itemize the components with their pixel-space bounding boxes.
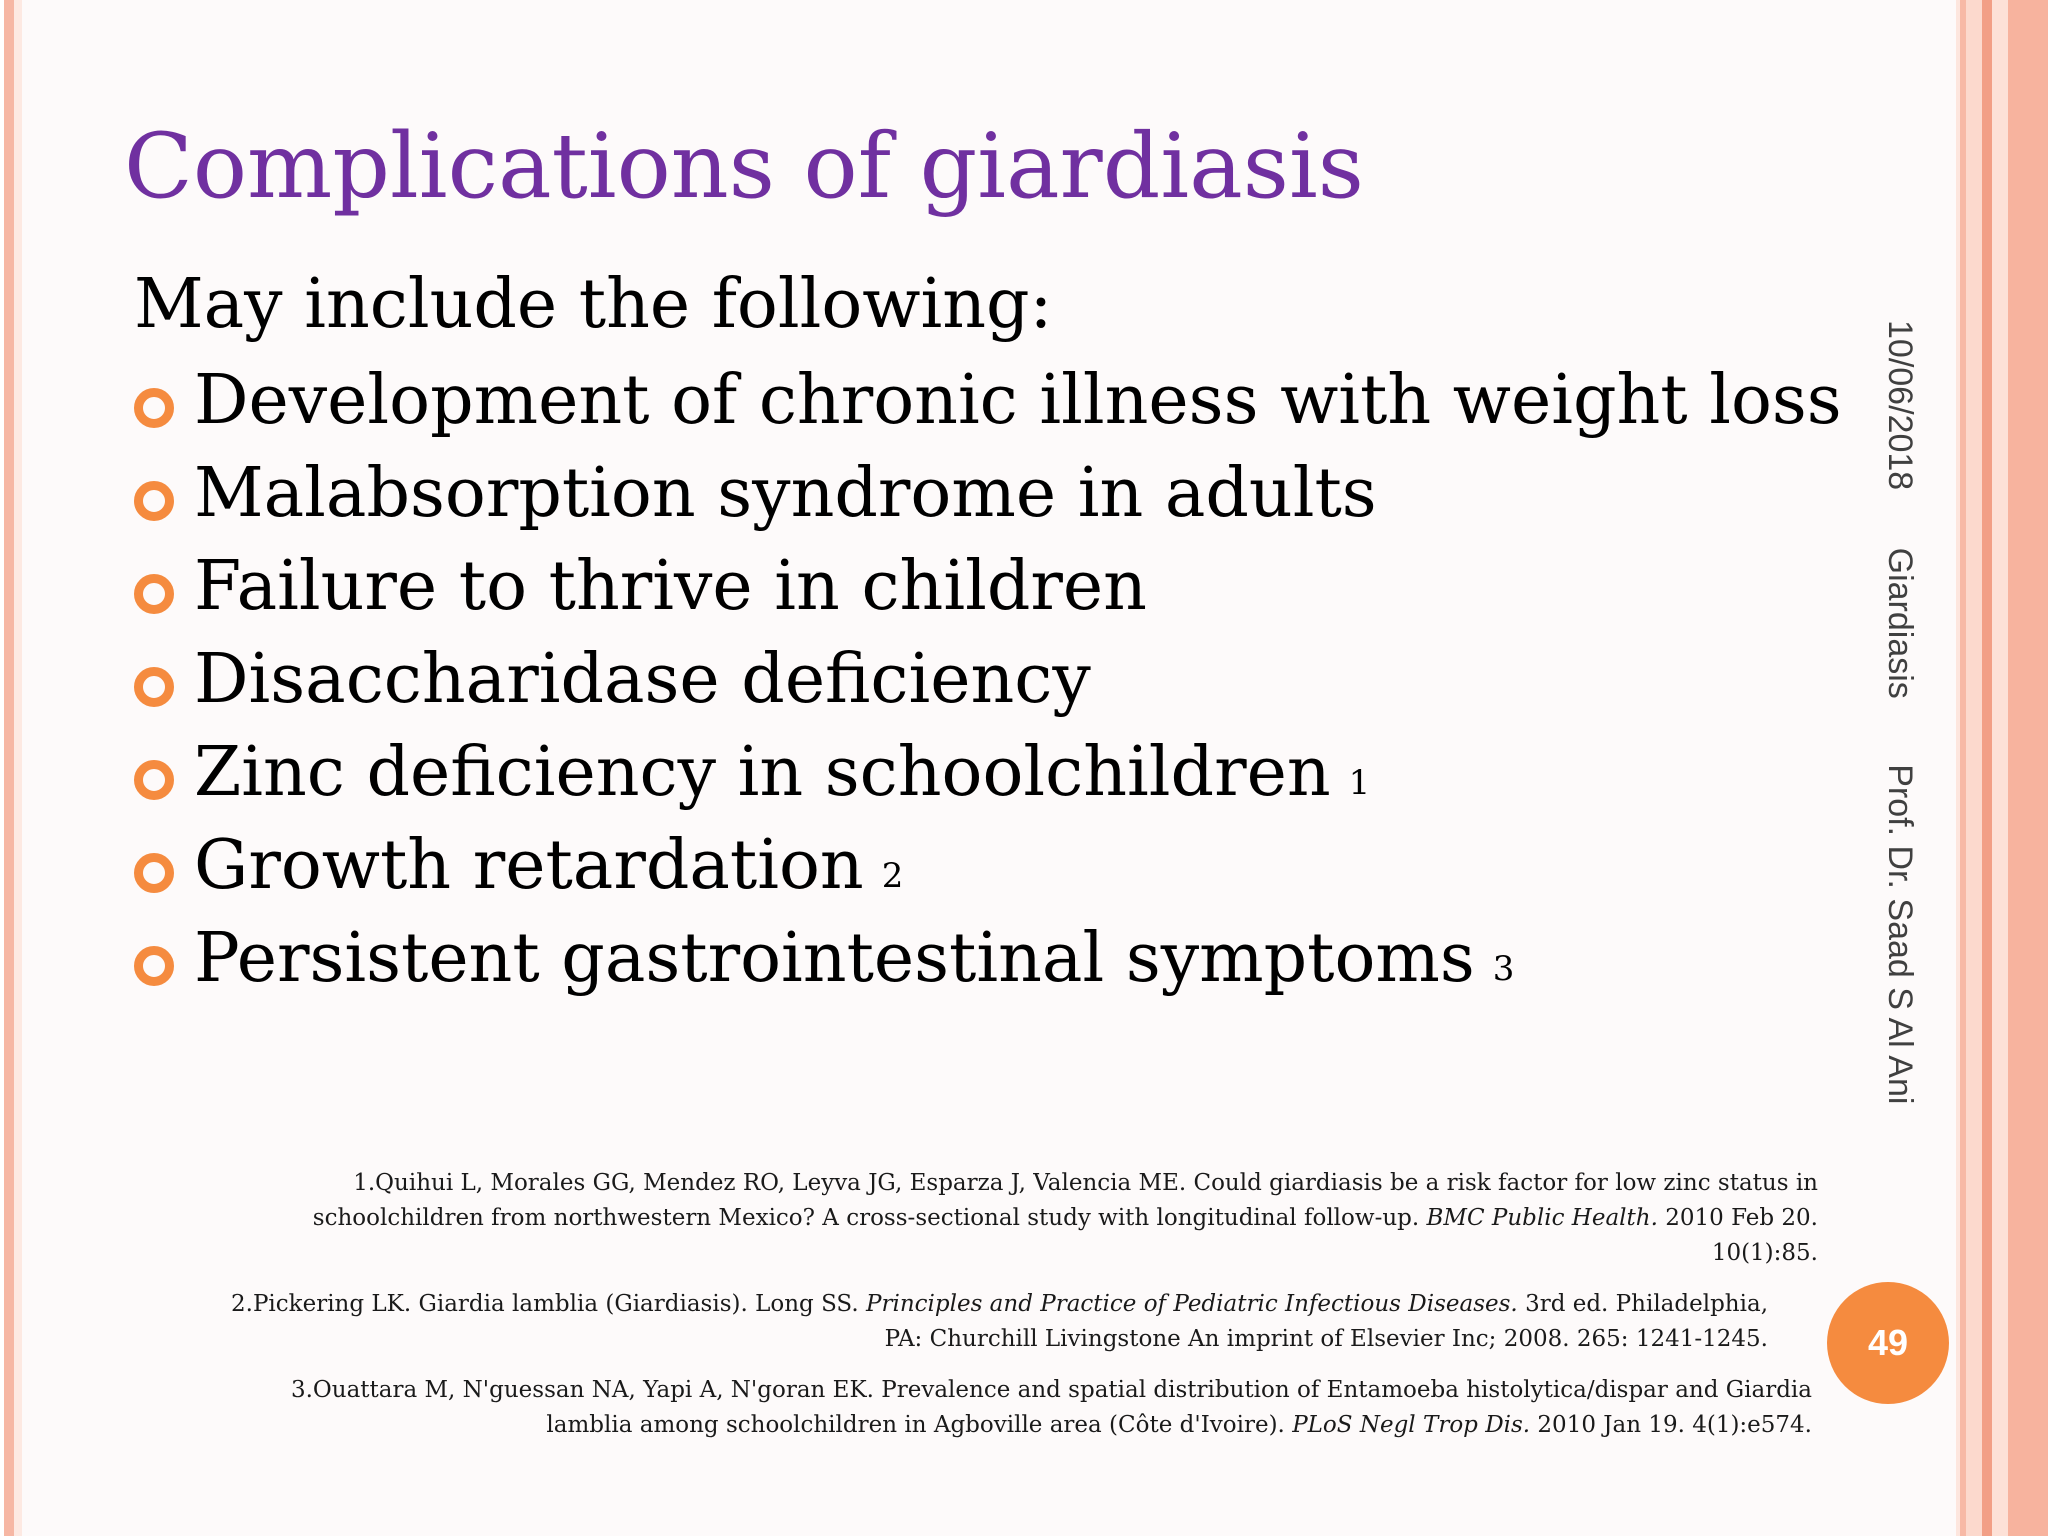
list-item-text: Failure to thrive in children xyxy=(194,546,1147,626)
circle-bullet-icon xyxy=(134,574,174,614)
list-item xyxy=(134,633,1842,726)
circle-bullet-icon xyxy=(134,667,174,707)
reference-3 xyxy=(218,1373,1818,1443)
list-item xyxy=(134,912,1842,1005)
page-number-badge: 49 xyxy=(1827,1282,1949,1404)
reference-marker: 2 xyxy=(881,855,904,896)
list-item xyxy=(134,447,1842,540)
list-item-text: Persistent gastrointestinal symptoms xyxy=(194,918,1475,998)
slide-title: Complications of giardiasis xyxy=(124,114,1364,219)
reference-marker: 1 xyxy=(1348,762,1371,803)
list-item xyxy=(134,819,1842,912)
list-item-text: Development of chronic illness with weight loss xyxy=(194,360,1842,440)
circle-bullet-icon xyxy=(134,481,174,521)
reference-2 xyxy=(218,1287,1818,1357)
list-item-text: Zinc deficiency in schoolchildren xyxy=(194,732,1331,812)
slide-author: Prof. Dr. Saad S Al Ani xyxy=(1881,764,1919,1105)
reference-details: 3rd ed. Philadelphia, PA: Churchill Livingstone An imprint of Elsevier Inc; 2008. 265: 1241-1245. xyxy=(884,1291,1768,1352)
reference-1 xyxy=(218,1166,1818,1271)
reference-text: 3.Ouattara M, N'guessan NA, Yapi A, N'goran EK. Prevalence and spatial distribution of Entamoeba histolytica/dispar and Giardia lamblia among schoolchildren in Agboville area (Côte d'Ivoire). xyxy=(290,1377,1812,1438)
journal-name: PLoS Negl Trop Dis. xyxy=(1292,1412,1531,1438)
book-title: Principles and Practice of Pediatric Infectious Diseases. xyxy=(866,1291,1518,1317)
references xyxy=(218,1166,1818,1459)
journal-name: BMC Public Health. xyxy=(1426,1205,1658,1231)
list-item xyxy=(134,726,1842,819)
reference-text: 2.Pickering LK. Giardia lamblia (Giardiasis). Long SS. xyxy=(231,1291,859,1317)
circle-bullet-icon xyxy=(134,946,174,986)
complications-list xyxy=(134,354,1842,1005)
list-item xyxy=(134,354,1842,447)
reference-details: 2010 Feb 20. 10(1):85. xyxy=(1665,1205,1818,1266)
circle-bullet-icon xyxy=(134,853,174,893)
slide-footer-vertical xyxy=(1880,320,1920,1104)
list-item xyxy=(134,540,1842,633)
reference-marker: 3 xyxy=(1492,948,1515,989)
left-border-decoration xyxy=(0,0,22,1536)
list-item-text: Malabsorption syndrome in adults xyxy=(194,453,1377,533)
list-item-text: Growth retardation xyxy=(194,825,864,905)
intro-text: May include the following: xyxy=(134,265,1053,344)
right-border-decoration xyxy=(1956,0,2048,1536)
reference-text: 1.Quihui L, Morales GG, Mendez RO, Leyva JG, Esparza J, Valencia ME. Could giardiasis be a risk factor for low zinc status in schoolchildren from northwestern Mexico? A cross-sectional study with longitudinal follow-up. xyxy=(312,1170,1818,1231)
list-item-text: Disaccharidase deficiency xyxy=(194,639,1091,719)
slide-date: 10/06/2018 xyxy=(1881,320,1919,491)
reference-details: 2010 Jan 19. 4(1):e574. xyxy=(1537,1412,1812,1438)
circle-bullet-icon xyxy=(134,760,174,800)
circle-bullet-icon xyxy=(134,388,174,428)
slide-topic: Giardiasis xyxy=(1881,547,1919,699)
